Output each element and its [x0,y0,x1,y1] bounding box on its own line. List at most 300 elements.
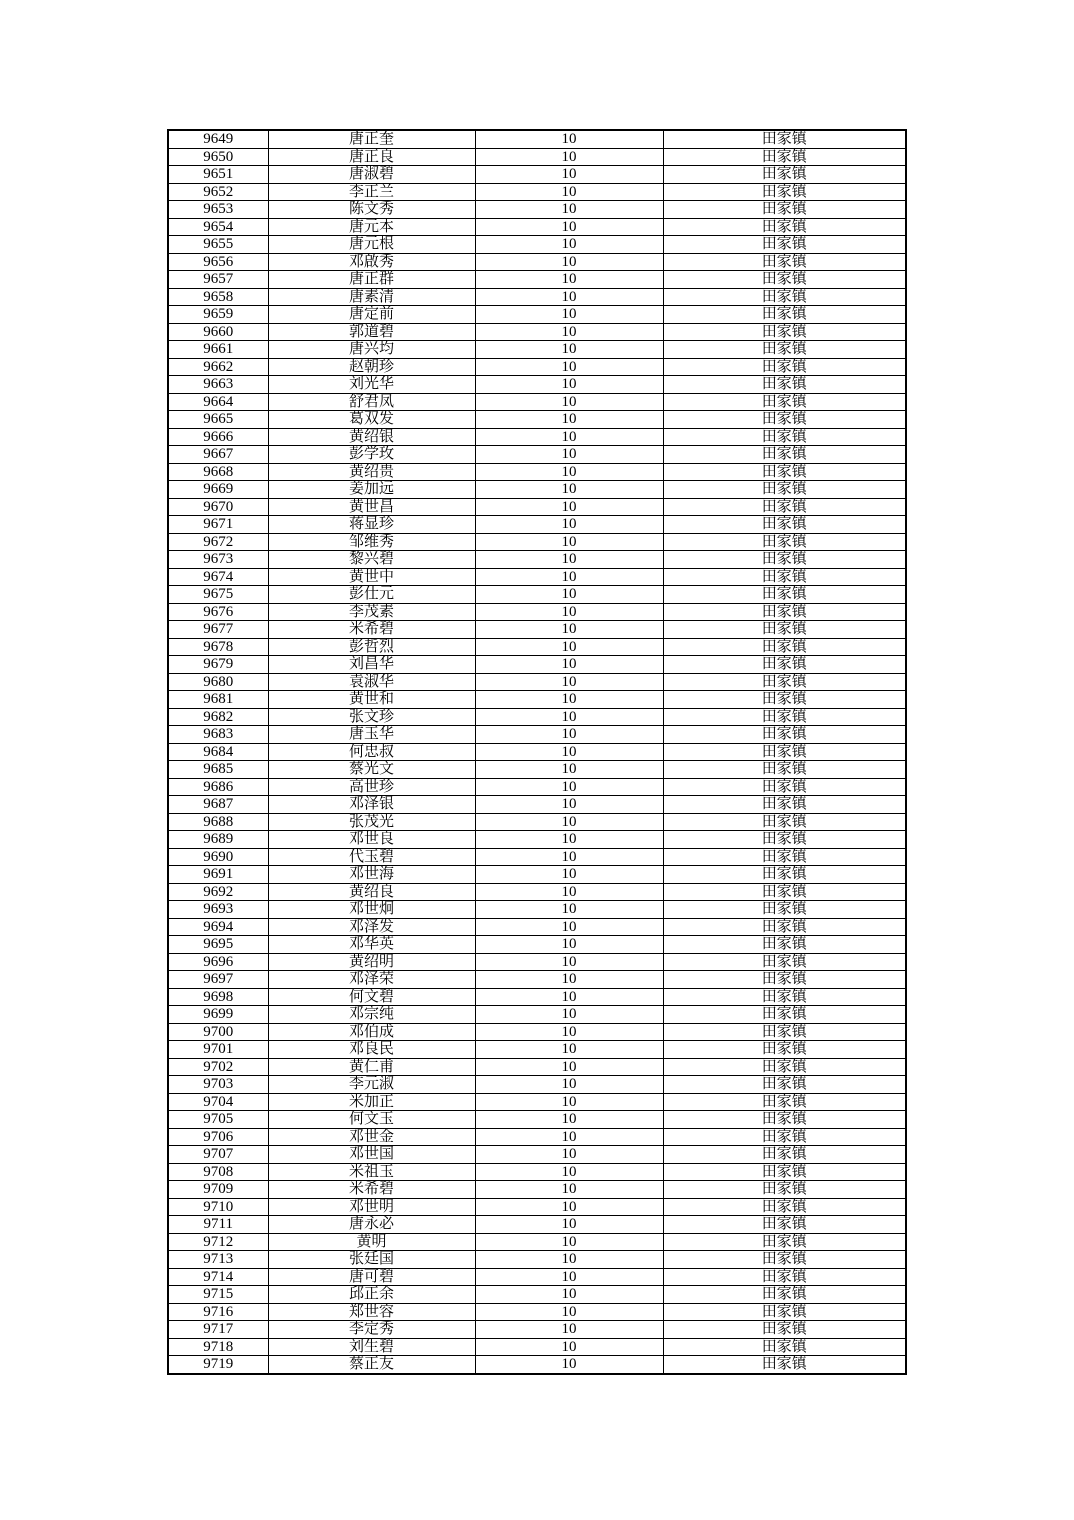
town-cell: 田家镇 [663,568,906,586]
row-number-cell: 9653 [168,201,268,219]
row-number-cell: 9718 [168,1338,268,1356]
name-cell: 何文玉 [268,1111,475,1129]
amount-cell: 10 [475,883,663,901]
name-cell: 唐兴均 [268,341,475,359]
row-number-cell: 9671 [168,516,268,534]
name-cell: 刘光华 [268,376,475,394]
amount-cell: 10 [475,1251,663,1269]
name-cell: 邓世金 [268,1128,475,1146]
name-cell: 郭道碧 [268,323,475,341]
town-cell: 田家镇 [663,656,906,674]
row-number-cell: 9661 [168,341,268,359]
table-row [168,761,906,779]
amount-cell: 10 [475,1146,663,1164]
town-cell: 田家镇 [663,1041,906,1059]
table-row [168,201,906,219]
town-cell: 田家镇 [663,778,906,796]
town-cell: 田家镇 [663,936,906,954]
table-row [168,376,906,394]
town-cell: 田家镇 [663,1356,906,1374]
row-number-cell: 9714 [168,1268,268,1286]
row-number-cell: 9688 [168,813,268,831]
amount-cell: 10 [475,1356,663,1374]
table-row [168,253,906,271]
table-row [168,341,906,359]
table-row [168,1023,906,1041]
table-row [168,1233,906,1251]
row-number-cell: 9692 [168,883,268,901]
town-cell: 田家镇 [663,638,906,656]
name-cell: 米希碧 [268,621,475,639]
name-cell: 李茂素 [268,603,475,621]
name-cell: 邓伯成 [268,1023,475,1041]
name-cell: 舒君凤 [268,393,475,411]
table-row [168,148,906,166]
amount-cell: 10 [475,1216,663,1234]
table-row [168,743,906,761]
amount-cell: 10 [475,813,663,831]
table-row [168,918,906,936]
row-number-cell: 9649 [168,130,268,148]
name-cell: 唐淑碧 [268,166,475,184]
town-cell: 田家镇 [663,1321,906,1339]
table-row [168,481,906,499]
name-cell: 刘生碧 [268,1338,475,1356]
table-row [168,183,906,201]
town-cell: 田家镇 [663,271,906,289]
row-number-cell: 9717 [168,1321,268,1339]
town-cell: 田家镇 [663,253,906,271]
town-cell: 田家镇 [663,463,906,481]
table-row [168,813,906,831]
name-cell: 唐定前 [268,306,475,324]
name-cell: 彭仕元 [268,586,475,604]
table-row [168,953,906,971]
name-cell: 邓啟秀 [268,253,475,271]
name-cell: 代玉碧 [268,848,475,866]
row-number-cell: 9715 [168,1286,268,1304]
town-cell: 田家镇 [663,358,906,376]
name-cell: 高世珍 [268,778,475,796]
amount-cell: 10 [475,1286,663,1304]
table-row [168,393,906,411]
row-number-cell: 9659 [168,306,268,324]
town-cell: 田家镇 [663,393,906,411]
town-cell: 田家镇 [663,1181,906,1199]
town-cell: 田家镇 [663,918,906,936]
name-cell: 唐素清 [268,288,475,306]
table-row [168,1268,906,1286]
amount-cell: 10 [475,1163,663,1181]
table-row [168,166,906,184]
town-cell: 田家镇 [663,481,906,499]
amount-cell: 10 [475,988,663,1006]
amount-cell: 10 [475,130,663,148]
amount-cell: 10 [475,288,663,306]
amount-cell: 10 [475,1338,663,1356]
town-cell: 田家镇 [663,166,906,184]
table-row [168,1286,906,1304]
row-number-cell: 9657 [168,271,268,289]
town-cell: 田家镇 [663,1023,906,1041]
row-number-cell: 9708 [168,1163,268,1181]
town-cell: 田家镇 [663,901,906,919]
document-table-wrapper [167,129,907,1375]
row-number-cell: 9690 [168,848,268,866]
amount-cell: 10 [475,568,663,586]
name-cell: 陈文秀 [268,201,475,219]
amount-cell: 10 [475,971,663,989]
amount-cell: 10 [475,1111,663,1129]
table-row [168,726,906,744]
table-row [168,708,906,726]
row-number-cell: 9697 [168,971,268,989]
table-row [168,1251,906,1269]
table-row [168,130,906,148]
name-cell: 邓世炯 [268,901,475,919]
amount-cell: 10 [475,708,663,726]
name-cell: 黄仁甫 [268,1058,475,1076]
town-cell: 田家镇 [663,761,906,779]
amount-cell: 10 [475,761,663,779]
town-cell: 田家镇 [663,1268,906,1286]
town-cell: 田家镇 [663,1006,906,1024]
name-cell: 邓世海 [268,866,475,884]
town-cell: 田家镇 [663,883,906,901]
amount-cell: 10 [475,778,663,796]
amount-cell: 10 [475,638,663,656]
town-cell: 田家镇 [663,1233,906,1251]
amount-cell: 10 [475,183,663,201]
amount-cell: 10 [475,341,663,359]
table-row [168,1041,906,1059]
row-number-cell: 9651 [168,166,268,184]
table-row [168,866,906,884]
row-number-cell: 9687 [168,796,268,814]
name-cell: 何文碧 [268,988,475,1006]
row-number-cell: 9680 [168,673,268,691]
table-row [168,883,906,901]
town-cell: 田家镇 [663,1128,906,1146]
amount-cell: 10 [475,411,663,429]
name-cell: 李正兰 [268,183,475,201]
row-number-cell: 9686 [168,778,268,796]
town-cell: 田家镇 [663,1093,906,1111]
town-cell: 田家镇 [663,236,906,254]
table-row [168,1321,906,1339]
table-row [168,568,906,586]
table-row [168,498,906,516]
name-cell: 袁淑华 [268,673,475,691]
row-number-cell: 9656 [168,253,268,271]
table-row [168,1356,906,1374]
amount-cell: 10 [475,1058,663,1076]
town-cell: 田家镇 [663,673,906,691]
town-cell: 田家镇 [663,726,906,744]
name-cell: 米希碧 [268,1181,475,1199]
table-row [168,463,906,481]
table-row [168,533,906,551]
town-cell: 田家镇 [663,1146,906,1164]
table-row [168,1006,906,1024]
row-number-cell: 9702 [168,1058,268,1076]
amount-cell: 10 [475,1321,663,1339]
row-number-cell: 9712 [168,1233,268,1251]
name-cell: 黄世中 [268,568,475,586]
name-cell: 张文珍 [268,708,475,726]
table-row [168,778,906,796]
town-cell: 田家镇 [663,866,906,884]
row-number-cell: 9670 [168,498,268,516]
town-cell: 田家镇 [663,988,906,1006]
town-cell: 田家镇 [663,848,906,866]
town-cell: 田家镇 [663,411,906,429]
row-number-cell: 9667 [168,446,268,464]
name-cell: 米加正 [268,1093,475,1111]
town-cell: 田家镇 [663,796,906,814]
table-row [168,1303,906,1321]
table-row [168,411,906,429]
table-row [168,446,906,464]
table-row [168,621,906,639]
table-row [168,603,906,621]
town-cell: 田家镇 [663,288,906,306]
town-cell: 田家镇 [663,306,906,324]
row-number-cell: 9689 [168,831,268,849]
name-cell: 邓宗纯 [268,1006,475,1024]
table-row [168,516,906,534]
amount-cell: 10 [475,603,663,621]
row-number-cell: 9696 [168,953,268,971]
name-cell: 黄明 [268,1233,475,1251]
town-cell: 田家镇 [663,1198,906,1216]
amount-cell: 10 [475,743,663,761]
name-cell: 蔡正友 [268,1356,475,1374]
name-cell: 邓良民 [268,1041,475,1059]
table-row [168,271,906,289]
town-cell: 田家镇 [663,1216,906,1234]
name-cell: 李元淑 [268,1076,475,1094]
name-cell: 何忠叔 [268,743,475,761]
table-row [168,691,906,709]
row-number-cell: 9691 [168,866,268,884]
town-cell: 田家镇 [663,1163,906,1181]
row-number-cell: 9668 [168,463,268,481]
row-number-cell: 9675 [168,586,268,604]
town-cell: 田家镇 [663,341,906,359]
row-number-cell: 9664 [168,393,268,411]
row-number-cell: 9700 [168,1023,268,1041]
name-cell: 邓泽荣 [268,971,475,989]
name-cell: 邹维秀 [268,533,475,551]
row-number-cell: 9694 [168,918,268,936]
town-cell: 田家镇 [663,708,906,726]
amount-cell: 10 [475,691,663,709]
town-cell: 田家镇 [663,743,906,761]
amount-cell: 10 [475,621,663,639]
town-cell: 田家镇 [663,376,906,394]
amount-cell: 10 [475,516,663,534]
table-row [168,936,906,954]
row-number-cell: 9685 [168,761,268,779]
name-cell: 黄绍银 [268,428,475,446]
amount-cell: 10 [475,253,663,271]
town-cell: 田家镇 [663,953,906,971]
row-number-cell: 9705 [168,1111,268,1129]
name-cell: 彭哲烈 [268,638,475,656]
name-cell: 邓世良 [268,831,475,849]
amount-cell: 10 [475,586,663,604]
name-cell: 唐永必 [268,1216,475,1234]
row-number-cell: 9650 [168,148,268,166]
table-row [168,1163,906,1181]
amount-cell: 10 [475,428,663,446]
town-cell: 田家镇 [663,183,906,201]
row-number-cell: 9673 [168,551,268,569]
amount-cell: 10 [475,1303,663,1321]
amount-cell: 10 [475,166,663,184]
town-cell: 田家镇 [663,813,906,831]
amount-cell: 10 [475,463,663,481]
name-cell: 姜加远 [268,481,475,499]
amount-cell: 10 [475,953,663,971]
name-cell: 蔡光文 [268,761,475,779]
name-cell: 郑世容 [268,1303,475,1321]
name-cell: 唐元本 [268,218,475,236]
town-cell: 田家镇 [663,130,906,148]
table-row [168,1076,906,1094]
table-row [168,1216,906,1234]
table-row [168,673,906,691]
town-cell: 田家镇 [663,1286,906,1304]
name-cell: 黄世和 [268,691,475,709]
row-number-cell: 9669 [168,481,268,499]
town-cell: 田家镇 [663,831,906,849]
table-row [168,236,906,254]
row-number-cell: 9663 [168,376,268,394]
name-cell: 邱正余 [268,1286,475,1304]
town-cell: 田家镇 [663,1251,906,1269]
amount-cell: 10 [475,1041,663,1059]
town-cell: 田家镇 [663,218,906,236]
amount-cell: 10 [475,236,663,254]
row-number-cell: 9706 [168,1128,268,1146]
table-row [168,796,906,814]
table-row [168,428,906,446]
name-cell: 黄绍良 [268,883,475,901]
table-row [168,1128,906,1146]
town-cell: 田家镇 [663,148,906,166]
amount-cell: 10 [475,848,663,866]
name-cell: 邓世国 [268,1146,475,1164]
amount-cell: 10 [475,446,663,464]
amount-cell: 10 [475,656,663,674]
table-row [168,306,906,324]
town-cell: 田家镇 [663,1303,906,1321]
name-cell: 邓世明 [268,1198,475,1216]
row-number-cell: 9678 [168,638,268,656]
row-number-cell: 9682 [168,708,268,726]
name-cell: 赵朝珍 [268,358,475,376]
amount-cell: 10 [475,796,663,814]
row-number-cell: 9683 [168,726,268,744]
amount-cell: 10 [475,673,663,691]
name-cell: 唐正群 [268,271,475,289]
amount-cell: 10 [475,1233,663,1251]
name-cell: 邓泽发 [268,918,475,936]
roster-table [167,129,907,1375]
amount-cell: 10 [475,481,663,499]
name-cell: 黎兴碧 [268,551,475,569]
row-number-cell: 9672 [168,533,268,551]
table-row [168,901,906,919]
name-cell: 刘昌华 [268,656,475,674]
table-row [168,551,906,569]
table-row [168,1181,906,1199]
row-number-cell: 9655 [168,236,268,254]
table-row [168,1093,906,1111]
row-number-cell: 9660 [168,323,268,341]
row-number-cell: 9703 [168,1076,268,1094]
name-cell: 唐元根 [268,236,475,254]
town-cell: 田家镇 [663,533,906,551]
amount-cell: 10 [475,218,663,236]
amount-cell: 10 [475,831,663,849]
town-cell: 田家镇 [663,201,906,219]
row-number-cell: 9677 [168,621,268,639]
row-number-cell: 9684 [168,743,268,761]
amount-cell: 10 [475,533,663,551]
name-cell: 米祖玉 [268,1163,475,1181]
table-row [168,988,906,1006]
table-row [168,323,906,341]
amount-cell: 10 [475,498,663,516]
table-row [168,1338,906,1356]
table-row [168,1111,906,1129]
town-cell: 田家镇 [663,621,906,639]
name-cell: 邓泽银 [268,796,475,814]
amount-cell: 10 [475,936,663,954]
amount-cell: 10 [475,1128,663,1146]
town-cell: 田家镇 [663,603,906,621]
amount-cell: 10 [475,393,663,411]
table-row [168,1198,906,1216]
name-cell: 黄绍明 [268,953,475,971]
row-number-cell: 9713 [168,1251,268,1269]
amount-cell: 10 [475,271,663,289]
town-cell: 田家镇 [663,1111,906,1129]
name-cell: 张茂光 [268,813,475,831]
amount-cell: 10 [475,1023,663,1041]
row-number-cell: 9654 [168,218,268,236]
amount-cell: 10 [475,918,663,936]
name-cell: 唐正良 [268,148,475,166]
name-cell: 唐正奎 [268,130,475,148]
table-row [168,586,906,604]
town-cell: 田家镇 [663,446,906,464]
row-number-cell: 9674 [168,568,268,586]
amount-cell: 10 [475,1006,663,1024]
amount-cell: 10 [475,358,663,376]
amount-cell: 10 [475,323,663,341]
town-cell: 田家镇 [663,586,906,604]
town-cell: 田家镇 [663,516,906,534]
row-number-cell: 9652 [168,183,268,201]
amount-cell: 10 [475,726,663,744]
table-row [168,358,906,376]
row-number-cell: 9699 [168,1006,268,1024]
town-cell: 田家镇 [663,551,906,569]
